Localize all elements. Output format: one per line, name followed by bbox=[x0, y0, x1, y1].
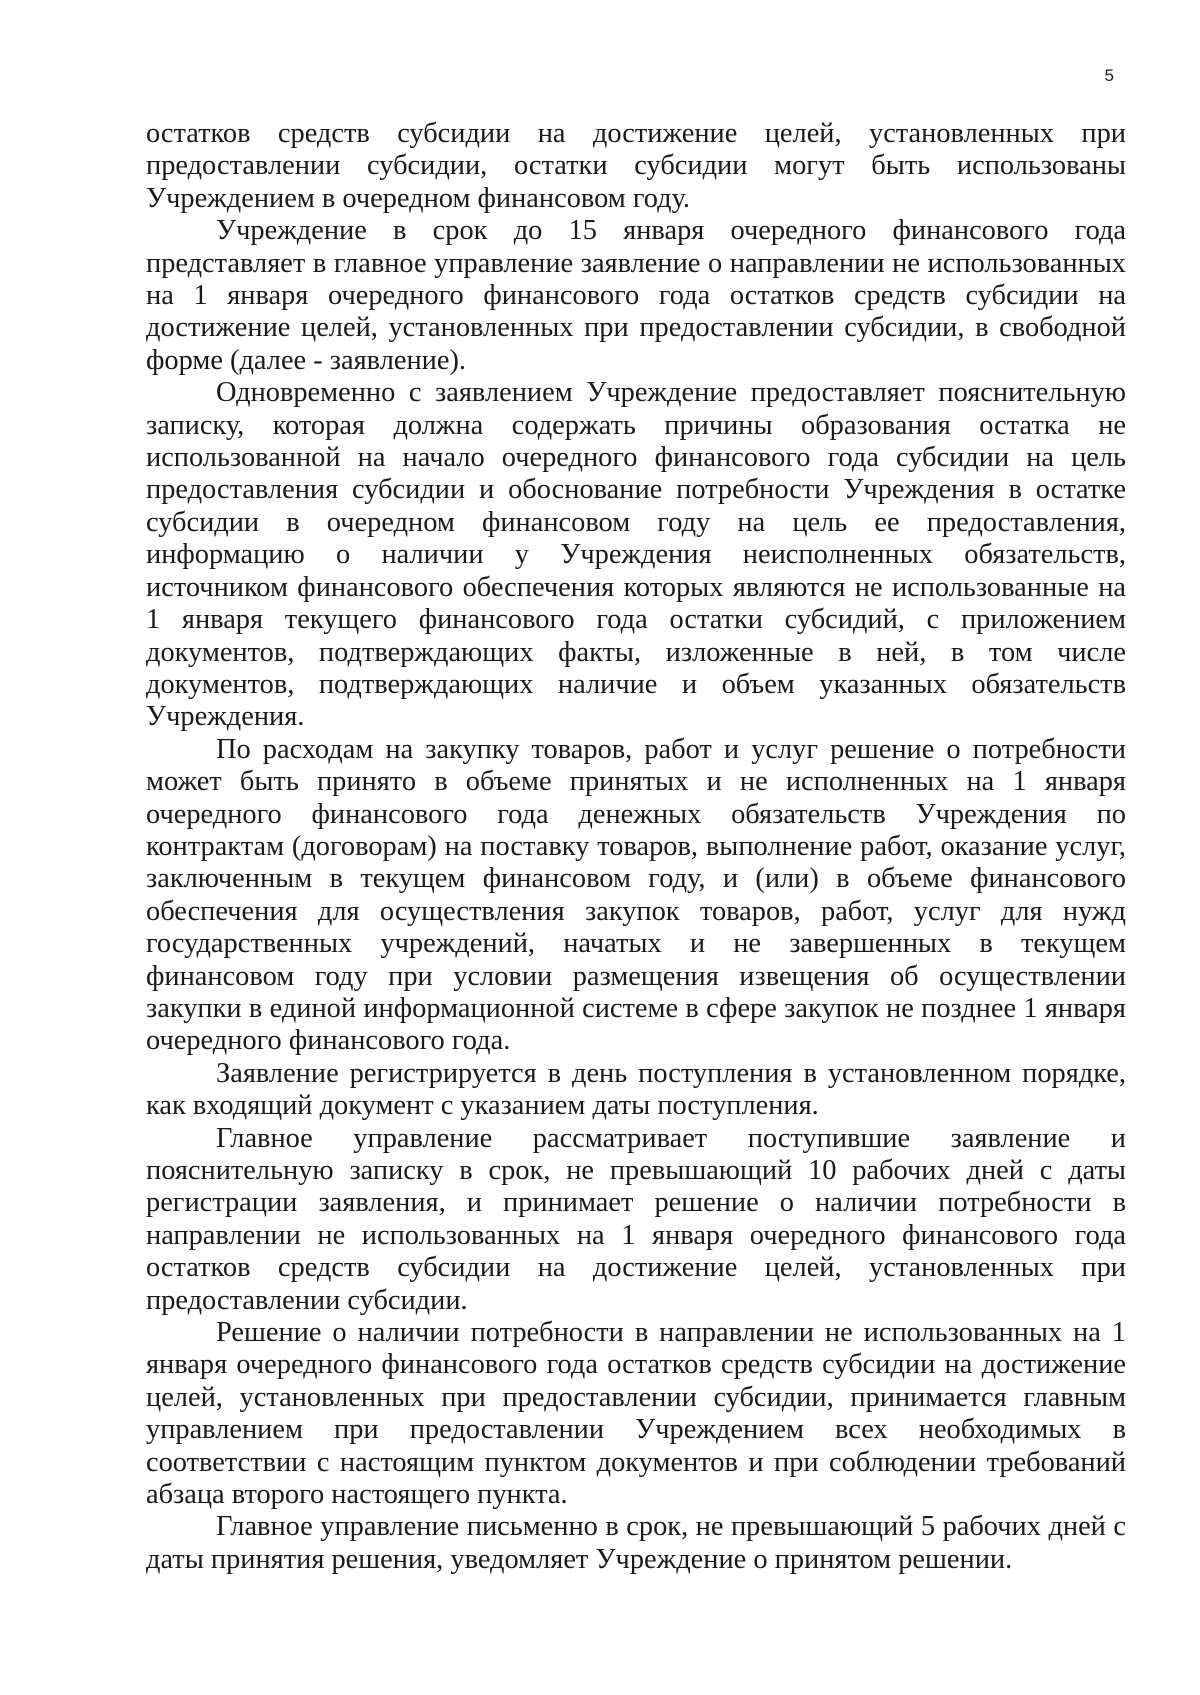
paragraph: Решение о наличии потребности в направлении не использованных на 1 января очередного финансового года остатков средств субсидии на достижение целей, установленных при предоставлении субсидии, принимается главным управлением при предоставлении Учреждением всех необходимых в соответствии с настоящим пунктом документов и при соблюдении требований абзаца второго настоящего пункта. bbox=[146, 1317, 1126, 1511]
paragraph: Главное управление письменно в срок, не превышающий 5 рабочих дней с даты принятия решения, уведомляет Учреждение о принятом решении. bbox=[146, 1511, 1126, 1575]
paragraph: Главное управление рассматривает поступившие заявление и пояснительную записку в срок, не превышающий 10 рабочих дней с даты регистрации заявления, и принимает решение о наличии потребности в направлении не использованных на 1 января очередного финансового года остатков средств субсидии на достижение целей, установленных при предоставлении субсидии. bbox=[146, 1122, 1126, 1316]
paragraph: Учреждение в срок до 15 января очередного финансового года представляет в главное управление заявление о направлении не использованных на 1 января очередного финансового года остатков средств субсидии на достижение целей, установленных при предоставлении субсидии, в свободной форме (далее - заявление). bbox=[146, 215, 1126, 376]
paragraph-continued: остатков средств субсидии на достижение целей, установленных при предоставлении субсидии, остатки субсидии могут быть использованы Учреждением в очередном финансовом году. bbox=[146, 118, 1126, 214]
document-body bbox=[146, 118, 1126, 1576]
paragraph: Одновременно с заявлением Учреждение предоставляет пояснительную записку, которая должна содержать причины образования остатка не использованной на начало очередного финансового года субсидии на цель предоставления субсидии и обоснование потребности Учреждения в остатке субсидии в очередном финансовом году на цель ее предоставления, информацию о наличии у Учреждения неисполненных обязательств, источником финансового обеспечения которых являются не использованные на 1 января текущего финансового года остатки субсидий, с приложением документов, подтверждающих факты, изложенные в ней, в том числе документов, подтверждающих наличие и объем указанных обязательств Учреждения. bbox=[146, 377, 1126, 733]
paragraph: По расходам на закупку товаров, работ и услуг решение о потребности может быть принято в объеме принятых и не исполненных на 1 января очередного финансового года денежных обязательств Учреждения по контрактам (договорам) на поставку товаров, выполнение работ, оказание услуг, заключенным в текущем финансовом году, и (или) в объеме финансового обеспечения для осуществления закупок товаров, работ, услуг для нужд государственных учреждений, начатых и не завершенных в текущем финансовом году при условии размещения извещения об осуществлении закупки в единой информационной системе в сфере закупок не позднее 1 января очередного финансового года. bbox=[146, 733, 1126, 1057]
paragraph: Заявление регистрируется в день поступления в установленном порядке, как входящий документ с указанием даты поступления. bbox=[146, 1057, 1126, 1122]
page-number: 5 bbox=[1104, 66, 1114, 85]
